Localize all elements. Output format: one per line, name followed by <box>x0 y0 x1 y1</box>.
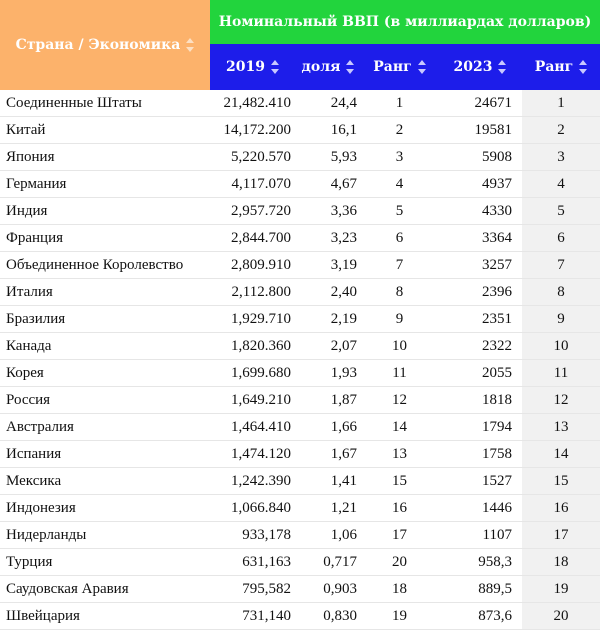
table-row <box>0 387 600 414</box>
country-cell: Индонезия <box>0 495 210 522</box>
country-cell: Бразилия <box>0 306 210 333</box>
gdp-2023-cell: 2322 <box>438 333 522 360</box>
table-row <box>0 90 600 117</box>
country-cell: Мексика <box>0 468 210 495</box>
table-row <box>0 549 600 576</box>
rank-2019-cell: 11 <box>361 360 438 387</box>
rank-2023-cell: 9 <box>522 306 600 333</box>
gdp-2023-column-header[interactable] <box>438 44 522 90</box>
share-cell: 2,19 <box>295 306 361 333</box>
gdp-2019-cell: 2,844.700 <box>210 225 295 252</box>
gdp-2019-cell: 1,699.680 <box>210 360 295 387</box>
rank-2023-cell: 11 <box>522 360 600 387</box>
gdp-2019-cell: 5,220.570 <box>210 144 295 171</box>
gdp-2019-cell: 2,809.910 <box>210 252 295 279</box>
gdp-2019-cell: 2,112.800 <box>210 279 295 306</box>
gdp-2023-cell: 889,5 <box>438 576 522 603</box>
share-cell: 4,67 <box>295 171 361 198</box>
rank-2023-cell: 2 <box>522 117 600 144</box>
rank-2023-cell: 13 <box>522 414 600 441</box>
country-column-header[interactable] <box>0 0 210 90</box>
rank-2023-cell: 14 <box>522 441 600 468</box>
rank-2019-cell: 3 <box>361 144 438 171</box>
rank-2023-cell: 12 <box>522 387 600 414</box>
country-cell: Германия <box>0 171 210 198</box>
rank-2023-cell: 6 <box>522 225 600 252</box>
gdp-2019-column-header[interactable] <box>210 44 295 90</box>
gdp-2019-cell: 1,649.210 <box>210 387 295 414</box>
share-cell: 2,40 <box>295 279 361 306</box>
rank-2019-cell: 2 <box>361 117 438 144</box>
gdp-2019-cell: 631,163 <box>210 549 295 576</box>
share-cell: 0,830 <box>295 603 361 630</box>
gdp-2019-cell: 1,464.410 <box>210 414 295 441</box>
country-cell: Франция <box>0 225 210 252</box>
gdp-2023-cell: 24671 <box>438 90 522 117</box>
gdp-2019-cell: 795,582 <box>210 576 295 603</box>
rank-2019-cell: 18 <box>361 576 438 603</box>
rank-2019-cell: 16 <box>361 495 438 522</box>
gdp-2023-cell: 1794 <box>438 414 522 441</box>
gdp-2019-cell: 14,172.200 <box>210 117 295 144</box>
share-cell: 3,36 <box>295 198 361 225</box>
rank-2023-column-header[interactable] <box>522 44 600 90</box>
rank-2023-cell: 10 <box>522 333 600 360</box>
rank-2019-column-header[interactable] <box>361 44 438 90</box>
country-cell: Испания <box>0 441 210 468</box>
share-header-label: доля <box>301 59 341 75</box>
gdp-2023-cell: 4330 <box>438 198 522 225</box>
country-cell: Турция <box>0 549 210 576</box>
gdp-2023-cell: 3364 <box>438 225 522 252</box>
rank-2023-cell: 5 <box>522 198 600 225</box>
table-row <box>0 117 600 144</box>
country-cell: Корея <box>0 360 210 387</box>
gdp-2019-cell: 2,957.720 <box>210 198 295 225</box>
rank-2023-cell: 17 <box>522 522 600 549</box>
table-row <box>0 468 600 495</box>
gdp-2023-cell: 2396 <box>438 279 522 306</box>
rank-2019-cell: 10 <box>361 333 438 360</box>
table-row <box>0 279 600 306</box>
table-row <box>0 576 600 603</box>
share-column-header[interactable] <box>295 44 361 90</box>
share-cell: 1,66 <box>295 414 361 441</box>
sort-icon[interactable] <box>418 60 426 74</box>
share-cell: 1,41 <box>295 468 361 495</box>
rank-2023-cell: 1 <box>522 90 600 117</box>
gdp-2019-cell: 1,066.840 <box>210 495 295 522</box>
gdp-2023-cell: 1818 <box>438 387 522 414</box>
rank-2019-cell: 7 <box>361 252 438 279</box>
rank-2023-cell: 19 <box>522 576 600 603</box>
rank-2019-cell: 5 <box>361 198 438 225</box>
share-cell: 1,67 <box>295 441 361 468</box>
table-row <box>0 495 600 522</box>
gdp-group-header <box>210 0 600 44</box>
table-row <box>0 144 600 171</box>
table-row <box>0 360 600 387</box>
rank-2023-cell: 7 <box>522 252 600 279</box>
share-cell: 1,87 <box>295 387 361 414</box>
rank-2019-cell: 12 <box>361 387 438 414</box>
gdp-2023-cell: 873,6 <box>438 603 522 630</box>
rank-2023-cell: 15 <box>522 468 600 495</box>
rank-2023-cell: 18 <box>522 549 600 576</box>
gdp-2019-cell: 1,242.390 <box>210 468 295 495</box>
gdp-2023-cell: 1446 <box>438 495 522 522</box>
rank-2019-cell: 13 <box>361 441 438 468</box>
gdp-2019-cell: 731,140 <box>210 603 295 630</box>
share-cell: 5,93 <box>295 144 361 171</box>
rank-2023-cell: 20 <box>522 603 600 630</box>
rank-2019-cell: 20 <box>361 549 438 576</box>
table-row <box>0 441 600 468</box>
gdp-2019-cell: 1,929.710 <box>210 306 295 333</box>
gdp-2019-cell: 1,820.360 <box>210 333 295 360</box>
table-body <box>0 90 600 630</box>
share-cell: 0,717 <box>295 549 361 576</box>
rank-2019-cell: 9 <box>361 306 438 333</box>
rank-2019-cell: 17 <box>361 522 438 549</box>
gdp-2019-cell: 4,117.070 <box>210 171 295 198</box>
gdp-group-label: Номинальный ВВП (в миллиардах долларов) <box>218 14 592 30</box>
gdp-2019-cell: 1,474.120 <box>210 441 295 468</box>
table-row <box>0 414 600 441</box>
rank-2019-header-label: Ранг <box>373 59 412 75</box>
gdp-2023-cell: 1758 <box>438 441 522 468</box>
table-row <box>0 333 600 360</box>
share-cell: 1,06 <box>295 522 361 549</box>
rank-2019-cell: 19 <box>361 603 438 630</box>
rank-2023-cell: 3 <box>522 144 600 171</box>
rank-2023-header-label: Ранг <box>534 59 574 75</box>
gdp-2019-cell: 933,178 <box>210 522 295 549</box>
share-cell: 3,19 <box>295 252 361 279</box>
country-cell: Китай <box>0 117 210 144</box>
country-cell: Объединенное Королевство <box>0 252 210 279</box>
rank-2023-cell: 8 <box>522 279 600 306</box>
share-cell: 1,93 <box>295 360 361 387</box>
gdp-2023-cell: 958,3 <box>438 549 522 576</box>
country-cell: Швейцария <box>0 603 210 630</box>
gdp-2023-cell: 2351 <box>438 306 522 333</box>
country-cell: Канада <box>0 333 210 360</box>
gdp-2019-header-label: 2019 <box>226 59 265 75</box>
country-cell: Австралия <box>0 414 210 441</box>
gdp-2023-cell: 4937 <box>438 171 522 198</box>
gdp-2023-cell: 3257 <box>438 252 522 279</box>
table-row <box>0 171 600 198</box>
gdp-2023-cell: 2055 <box>438 360 522 387</box>
country-cell: Саудовская Аравия <box>0 576 210 603</box>
country-header-label: Страна / Экономика <box>15 37 181 53</box>
country-cell: Россия <box>0 387 210 414</box>
gdp-2023-cell: 19581 <box>438 117 522 144</box>
rank-2019-cell: 6 <box>361 225 438 252</box>
country-cell: Соединенные Штаты <box>0 90 210 117</box>
rank-2019-cell: 15 <box>361 468 438 495</box>
gdp-2023-cell: 1107 <box>438 522 522 549</box>
table-row <box>0 252 600 279</box>
gdp-2023-header-label: 2023 <box>453 59 493 75</box>
share-cell: 2,07 <box>295 333 361 360</box>
rank-2019-cell: 1 <box>361 90 438 117</box>
country-cell: Нидерланды <box>0 522 210 549</box>
rank-2019-cell: 8 <box>361 279 438 306</box>
share-cell: 0,903 <box>295 576 361 603</box>
table-row <box>0 198 600 225</box>
country-cell: Япония <box>0 144 210 171</box>
table-row <box>0 306 600 333</box>
sort-icon[interactable] <box>186 38 194 52</box>
share-cell: 1,21 <box>295 495 361 522</box>
rank-2019-cell: 14 <box>361 414 438 441</box>
table-row <box>0 522 600 549</box>
sort-icon[interactable] <box>498 60 506 74</box>
country-cell: Индия <box>0 198 210 225</box>
rank-2023-cell: 4 <box>522 171 600 198</box>
share-cell: 24,4 <box>295 90 361 117</box>
gdp-2023-cell: 1527 <box>438 468 522 495</box>
table-row <box>0 603 600 630</box>
gdp-2023-cell: 5908 <box>438 144 522 171</box>
sort-icon[interactable] <box>271 60 279 74</box>
sort-icon[interactable] <box>346 60 354 74</box>
gdp-2019-cell: 21,482.410 <box>210 90 295 117</box>
share-cell: 3,23 <box>295 225 361 252</box>
rank-2023-cell: 16 <box>522 495 600 522</box>
sort-icon[interactable] <box>579 60 587 74</box>
table-row <box>0 225 600 252</box>
share-cell: 16,1 <box>295 117 361 144</box>
country-cell: Италия <box>0 279 210 306</box>
rank-2019-cell: 4 <box>361 171 438 198</box>
